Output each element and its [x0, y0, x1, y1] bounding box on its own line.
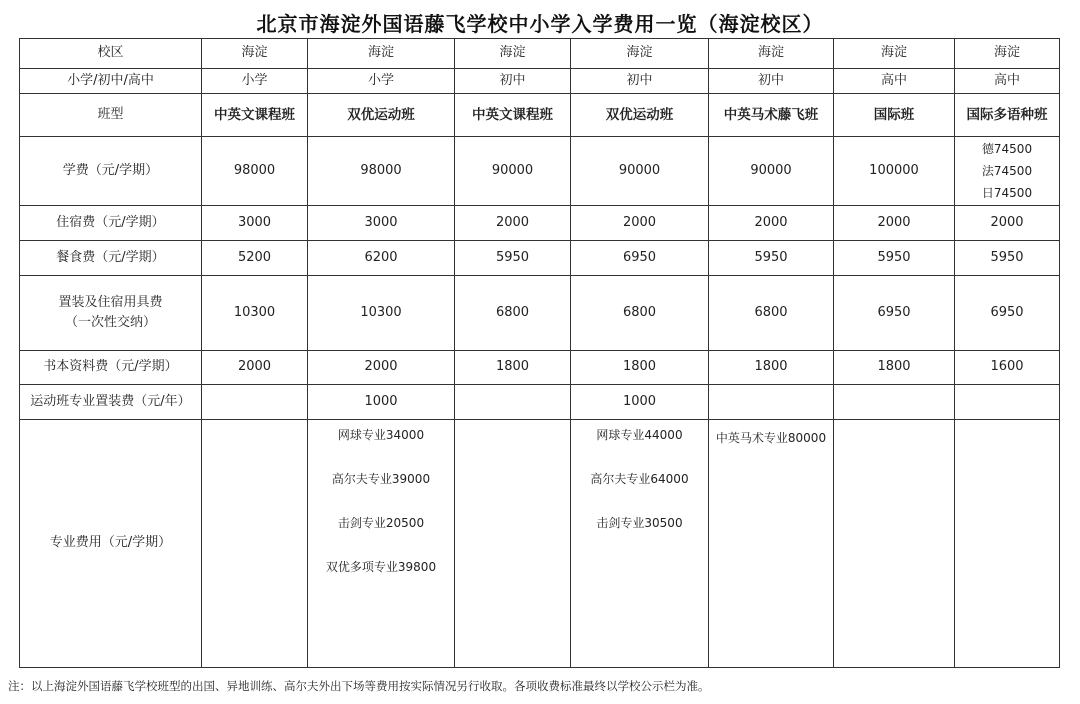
campus-cell: 海淀	[308, 39, 455, 69]
tuition-cell: 98000	[308, 137, 455, 206]
meals-cell: 6200	[308, 241, 455, 276]
meals-cell: 5950	[455, 241, 571, 276]
page-title: 北京市海淀外国语藤飞学校中小学入学费用一览（海淀校区）	[256, 12, 824, 36]
level-cell: 高中	[955, 69, 1060, 94]
specialty-label: 专业费用（元/学期）	[20, 420, 202, 668]
uniform-cell: 6800	[455, 276, 571, 351]
sports-uniform-cell	[455, 385, 571, 420]
books-cell: 1800	[455, 351, 571, 385]
tuition-cell: 100000	[834, 137, 955, 206]
meals-cell: 5950	[955, 241, 1060, 276]
specialty-cell	[571, 420, 709, 668]
class-cell: 国际班	[834, 94, 955, 137]
footnote: 注：以上海淀外国语藤飞学校班型的出国、异地训练、高尔夫外出下场等费用按实际情况另行收取。各项收费标准最终以学校公示栏为准。	[8, 679, 710, 693]
class-cell: 国际多语种班	[955, 94, 1060, 137]
campus-cell: 海淀	[571, 39, 709, 69]
books-cell: 1800	[709, 351, 834, 385]
meals-row	[20, 241, 1060, 276]
specialty-item: 高尔夫专业39000	[331, 472, 431, 486]
class-cell: 中英文课程班	[455, 94, 571, 137]
class-label: 班型	[20, 94, 202, 137]
sports-uniform-cell	[709, 385, 834, 420]
sports-uniform-cell	[834, 385, 955, 420]
specialty-cell	[955, 420, 1060, 668]
specialty-cell	[455, 420, 571, 668]
sports-uniform-cell	[202, 385, 308, 420]
specialty-cell	[834, 420, 955, 668]
meals-cell: 5200	[202, 241, 308, 276]
tuition-german: 德74500	[981, 142, 1033, 156]
books-row	[20, 351, 1060, 385]
uniform-row	[20, 276, 1060, 351]
meals-cell: 6950	[571, 241, 709, 276]
meals-label: 餐食费（元/学期）	[20, 241, 202, 276]
sports-uniform-row	[20, 385, 1060, 420]
meals-cell: 5950	[709, 241, 834, 276]
boarding-cell: 2000	[709, 206, 834, 241]
uniform-cell: 10300	[202, 276, 308, 351]
boarding-label: 住宿费（元/学期）	[20, 206, 202, 241]
class-cell: 中英马术藤飞班	[709, 94, 834, 137]
boarding-cell: 2000	[834, 206, 955, 241]
meals-cell: 5950	[834, 241, 955, 276]
books-cell: 1800	[834, 351, 955, 385]
tuition-row	[20, 137, 1060, 206]
sports-uniform-cell	[955, 385, 1060, 420]
campus-cell: 海淀	[834, 39, 955, 69]
level-row	[20, 69, 1060, 94]
tuition-label: 学费（元/学期）	[20, 137, 202, 206]
boarding-cell: 3000	[308, 206, 455, 241]
level-cell: 高中	[834, 69, 955, 94]
campus-cell: 海淀	[955, 39, 1060, 69]
specialty-item: 击剑专业30500	[596, 516, 683, 530]
campus-cell: 海淀	[709, 39, 834, 69]
campus-row	[20, 39, 1060, 69]
books-cell: 2000	[202, 351, 308, 385]
class-cell: 双优运动班	[571, 94, 709, 137]
level-cell: 初中	[709, 69, 834, 94]
tuition-cell: 90000	[709, 137, 834, 206]
sports-uniform-cell: 1000	[308, 385, 455, 420]
boarding-cell: 2000	[455, 206, 571, 241]
specialty-item: 双优多项专业39800	[325, 560, 437, 574]
class-row	[20, 94, 1060, 137]
tuition-japanese: 日74500	[981, 186, 1033, 200]
specialty-item: 中英马术专业80000	[715, 431, 827, 445]
specialty-row	[20, 420, 1060, 668]
campus-label: 校区	[20, 39, 202, 69]
uniform-cell: 6950	[955, 276, 1060, 351]
uniform-cell: 6800	[709, 276, 834, 351]
campus-cell: 海淀	[202, 39, 308, 69]
specialty-item: 高尔夫专业64000	[590, 472, 689, 486]
uniform-cell: 10300	[308, 276, 455, 351]
level-cell: 初中	[571, 69, 709, 94]
specialty-cell	[202, 420, 308, 668]
sports-uniform-label: 运动班专业置装费（元/年）	[20, 385, 202, 420]
boarding-cell: 2000	[955, 206, 1060, 241]
class-cell: 双优运动班	[308, 94, 455, 137]
uniform-label-line2: （一次性交纳）	[64, 315, 156, 330]
sports-uniform-cell: 1000	[571, 385, 709, 420]
tuition-cell: 90000	[571, 137, 709, 206]
boarding-cell: 2000	[571, 206, 709, 241]
boarding-cell: 3000	[202, 206, 308, 241]
specialty-item: 网球专业44000	[596, 428, 683, 442]
tuition-cell: 98000	[202, 137, 308, 206]
level-cell: 小学	[308, 69, 455, 94]
campus-cell: 海淀	[455, 39, 571, 69]
books-cell: 1600	[955, 351, 1060, 385]
uniform-label-line1: 置装及住宿用具费	[58, 294, 163, 310]
books-label: 书本资料费（元/学期）	[20, 351, 202, 385]
specialty-item: 击剑专业20500	[337, 516, 425, 530]
uniform-label	[20, 276, 202, 351]
uniform-cell: 6800	[571, 276, 709, 351]
specialty-item: 网球专业34000	[337, 428, 425, 442]
level-cell: 初中	[455, 69, 571, 94]
boarding-row	[20, 206, 1060, 241]
specialty-cell	[308, 420, 455, 668]
level-label: 小学/初中/高中	[20, 69, 202, 94]
tuition-french: 法74500	[981, 164, 1033, 178]
books-cell: 1800	[571, 351, 709, 385]
tuition-multi-cell	[955, 137, 1060, 206]
uniform-cell: 6950	[834, 276, 955, 351]
fee-table	[19, 38, 1060, 668]
tuition-cell: 90000	[455, 137, 571, 206]
books-cell: 2000	[308, 351, 455, 385]
level-cell: 小学	[202, 69, 308, 94]
class-cell: 中英文课程班	[202, 94, 308, 137]
specialty-cell	[709, 420, 834, 668]
